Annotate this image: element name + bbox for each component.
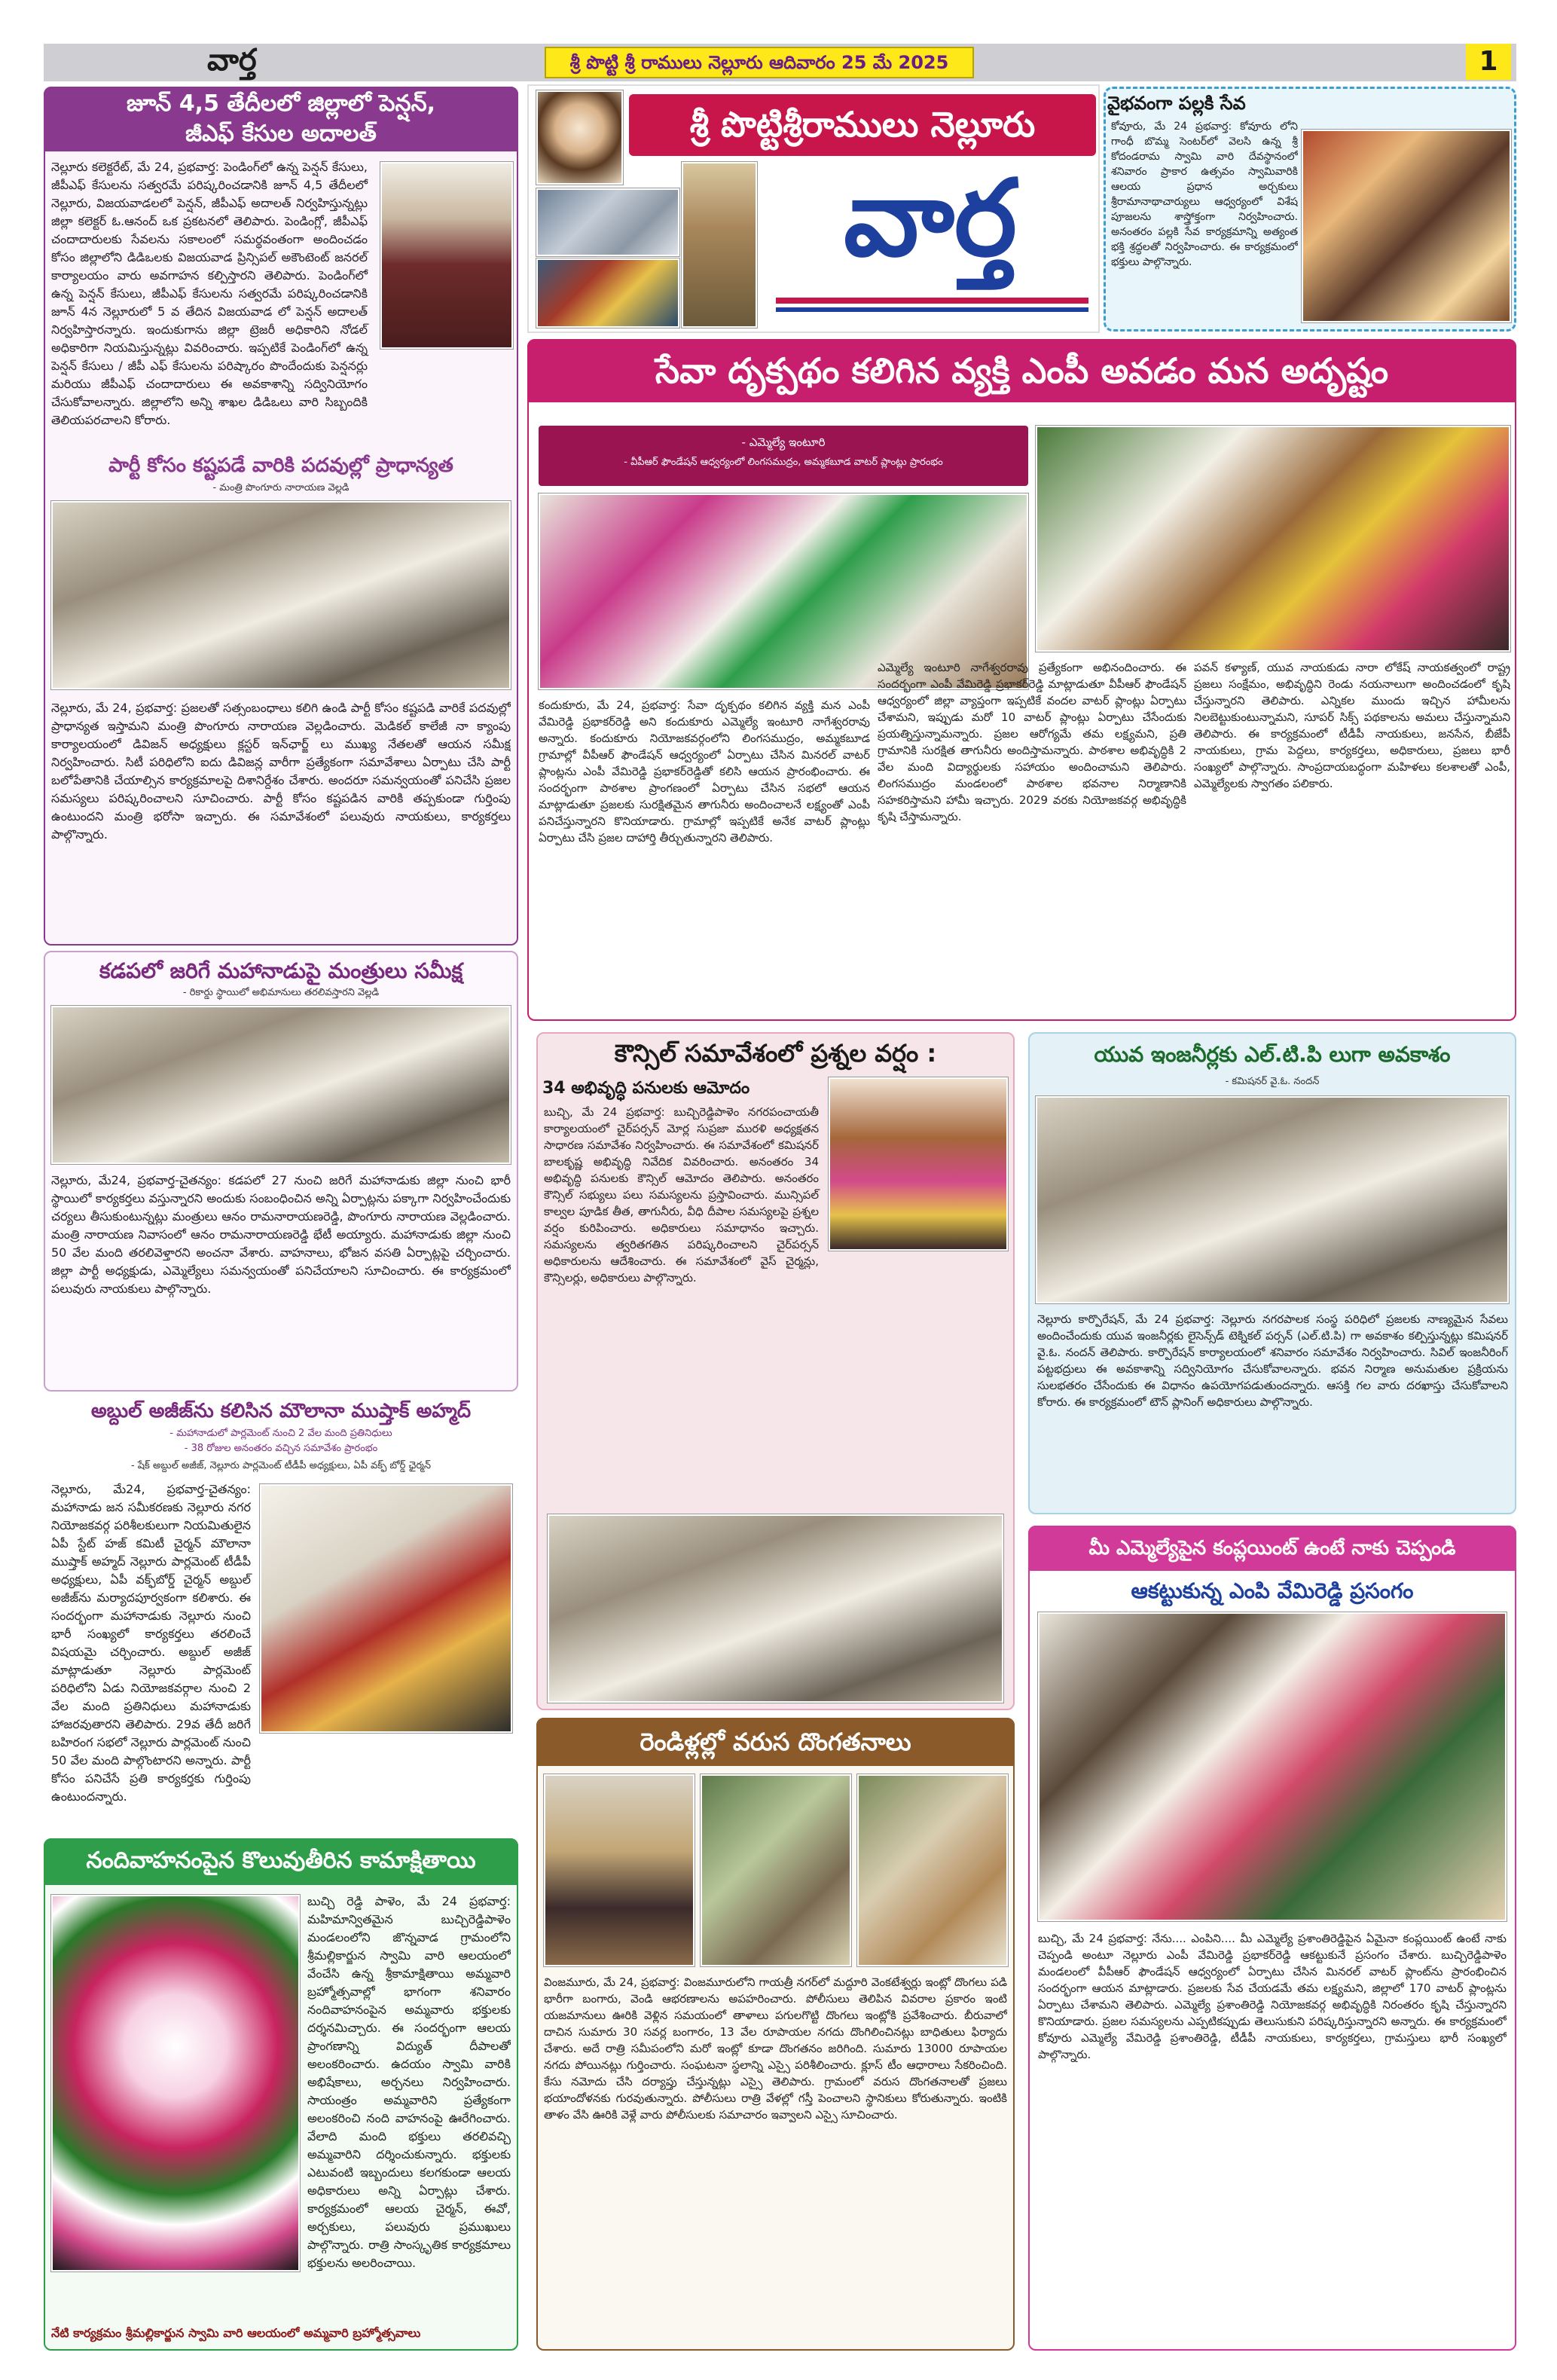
- pension-headline-1: జూన్ 4,5 తేదీలలో జిల్లాలో పెన్షన్,: [126, 90, 436, 117]
- kadapa-meeting-photo: [51, 1006, 511, 1164]
- pension-body: నెల్లూరు కలెక్టరేట్, మే 24, ప్రభవార్త: పెండింగ్‌లో ఉన్న పెన్షన్ కేసులు, జీపీఎఫ్ కేసులను సత్వరమే పరిష్కరించడానికి జూన్ 4,5 తేదీలలో నెల్లూరు, విజయవాడలలో పెన్షన్, జీపీఎఫ్ అదాలత్ నిర్వహిస్తున్నట్లు జిల్లా కలెక్టర్ ఓ.ఆనంద్ ఒక ప్రకటనలో తెలిపారు. పెండింగ్లో, జీపీఎఫ్ చందాదారులకు సేవలను సకాలంలో సమర్థవంతంగా అందించడం కోసం జిల్లాలోని డిడిఒలకు విజయవాడ ప్రిన్సిపల్ అకౌంటెంట్ జనరల్ కార్యాలయం వారు అవగాహన కల్పిస్తారని తెలిపారు. పెండింగ్‌లో ఉన్న పెన్షన్ కేసులు, జీపీఎఫ్ కేసులను సత్వరమే పరిష్కరించడానికి జూన్ 4న నెల్లూరులో 5 వ తేదిన విజయవాడ లో పెన్షన్ అదాలత్ నిర్వహిస్తారన్నారు. ఇందుకుగాను జిల్లా ట్రెజరీ అధికారిని నోడల్ అధికారిగా నియమిస్తున్నట్లు వివరించారు. ఇప్పటికే పెండింగ్‌లో ఉన్న పెన్షన్ కేసులు / జీపీ ఎఫ్ కేసులను పరిష్కారం పొందేందుకు పెన్షనర్లు మరియు జీపీఎఫ్ చందాదారులు ఈ అవకాశాన్ని సద్వినియోగం చేసుకోవాలన్నారు. జిల్లాలోని అన్ని శాఖల డిడిఒలు వారి సిబ్బందికి తెలియపరచాలని కోరారు.: [51, 160, 368, 427]
- abdul-body: నెల్లూరు, మే24, ప్రభవార్త-చైతన్యం: మహానాడు జన సమీకరణకు నెల్లూరు నగర నియోజకవర్గ పరిశీలకులుగా నియమితులైన ఏపీ స్టేట్ హజ్ కమిటీ చైర్మన్ మౌలానా ముష్తాక్ అహ్మద్ నెల్లూరు పార్లమెంట్ టీడీపీ అధ్యక్షులు, ఏపీ వక్ఫ్‌బోర్డ్ చైర్మన్ అబ్దుల్ అజీజ్‌ను మర్యాదపూర్వకంగా కలిశారు. ఈ సందర్భంగా మహానాడుకు నెల్లూరు నుంచి భారీ సంఖ్యలో కార్యకర్తలు తరలించే విషయమై చర్చించారు. అబ్దుల్ అజీజ్ మాట్లాడుతూ నెల్లూరు పార్లమెంట్ పరిధిలోని ఏడు నియోజకవర్గాల నుంచి 2 వేల మంది ప్రతినిధులు మహానాడుకు హాజరవుతారని తెలిపారు. 29వ తేదీ జరిగే బహిరంగ సభలో నెల్లూరు పార్లమెంట్ నుంచి 50 వేల మంది పాల్గొంటారని అన్నారు. పార్టీ కోసం పనిచేసే ప్రతి కార్యకర్తకు గుర్తింపు ఉంటుందన్నారు.: [51, 1482, 251, 1804]
- engineers-meeting-photo: [1036, 1096, 1509, 1303]
- main-body-right: పవన్ కళ్యాణ్, యువ నాయకుడు నారా లోకేష్ నాయకత్వంలో రాష్ట్ర ప్రజలు సంక్షేమం, అభివృద్ధిని రెండు నయనాలుగా అందించడంలో కృషి చేస్తున్నారని తెలిపారు. ఎన్నికల ముందు ఇచ్చిన హామీలను నిలబెట్టుకుంటున్నామని, సూపర్ సిక్స్ పథకాలను అమలు చేస్తున్నామని తెలిపారు. ఈ కార్యక్రమంలో టీడీపీ నాయకులు, జనసేన, బీజేపీ నాయకులు, గ్రామ పెద్దలు, కార్యకర్తలు, అధికారులు, ప్రజలు భారీ సంఖ్యలో పాల్గొన్నారు. సాంప్రదాయబద్ధంగా మహిళలు కలశాలతో ఎంపీ, ఎమ్మెల్యేలకు స్వాగతం పలికారు.: [1194, 661, 1510, 790]
- abdul-credit-2: - 38 రోజుల అనంతరం వచ్చిన సమావేశం ప్రారంభం: [184, 1443, 378, 1454]
- paper-name-underline-blue: [776, 307, 1088, 312]
- kadapa-body: నెల్లూరు, మే24, ప్రభవార్త-చైతన్యం: కడపలో 27 నుంచి జరిగే మహానాడుకు జిల్లా నుంచి భారీ స్థాయిలో కార్యకర్తలు వస్తున్నారని అందుకు సంబంధించిన అన్ని ఏర్పాట్లను పక్కాగా నిర్వహించేందుకు చర్యలు తీసుకుంటున్నట్లు మంత్రులు ఆనం రామనారాయణరెడ్డి, పొంగూరు నారాయణ వెల్లడించారు. మంత్రి నారాయణ నివాసంలో ఆనం రామనారాయణరెడ్డి భేటీ అయ్యారు. మహానాడుకు జిల్లా నుంచి 50 వేల మంది తరలివెళ్తారని అంచనా వేశారు. వాహనాలు, భోజన వసతి ఏర్పాట్లపై చర్చించారు. జిల్లా పార్టీ అధ్యక్షుడు, ఎమ్మెల్యేలు సమన్వయంతో పనిచేయాలని సూచించారు. ఈ కార్యక్రమంలో పలువురు నాయకులు పాల్గొన్నారు.: [51, 1173, 511, 1296]
- engineers-headline: యువ ఇంజనీర్లకు ఎల్.టి.పి లుగా అవకాశం: [1094, 1042, 1451, 1067]
- potti-sriramulu-portrait: [536, 90, 623, 185]
- engineers-credit: - కమిషనర్ వై.ఓ. నందన్: [1225, 1076, 1320, 1087]
- bridge-photo: [536, 188, 679, 256]
- theft-police-photo: [544, 1774, 695, 1966]
- temple-gopuram-photo: [682, 162, 757, 328]
- council-body: బుచ్చి, మే 24 ప్రభవార్త: బుచ్చిరెడ్డిపాళెం నగరపంచాయతీ కార్యాలయంలో చైర్‌పర్సన్ మోర్ల సుప్రజా మురళి అధ్యక్షతన సాధారణ సమావేశం నిర్వహించారు. ఈ సమావేశంలో కమిషనర్ బాలకృష్ణ అభివృద్ధి నివేదిక వివరించారు. అనంతరం 34 అభివృద్ధి పనులకు కౌన్సిల్ ఆమోదం తెలిపారు. అనంతరం కౌన్సిల్ సభ్యులు పలు సమస్యలను ప్రస్తావించారు. మున్సిపల్ కాల్వల పూడిక తీత, తాగునీరు, వీధి దీపాల సమస్యలపై ప్రశ్నల వర్షం కురిపించారు. అధికారులు సమాధానం ఇచ్చారు. సమస్యలను త్వరితగతిన పరిష్కరించాలని చైర్‌పర్సన్ అధికారులను ఆదేశించారు. ఈ సమావేశంలో వైస్ చైర్మన్లు, కౌన్సిలర్లు, అధికారులు పాల్గొన్నారు.: [544, 1105, 819, 1285]
- nandi-body: బుచ్చి రెడ్డి పాళెం, మే 24 ప్రభవార్త: మహిమాన్వితమైన బుచ్చిరెడ్డిపాళెం మండలంలోని జొన్నవాడ గ్రామంలోని శ్రీమల్లికార్జున స్వామి వారి ఆలయంలో వేంచేసి ఉన్న శ్రీకామాక్షితాయి అమ్మవారి బ్రహ్మోత్సవాల్లో భాగంగా శనివారం నందివాహనంపైన అమ్మవారు భక్తులకు దర్శనమిచ్చారు. ఈ సందర్భంగా ఆలయ ప్రాంగణాన్ని విద్యుత్ దీపాలతో అలంకరించారు. ఉదయం స్వామి వారికి అభిషేకాలు, అర్చనలు నిర్వహించారు. సాయంత్రం అమ్మవారిని ప్రత్యేకంగా అలంకరించి నంది వాహనంపై ఊరేగించారు. వేలాది మంది భక్తులు తరలివచ్చి అమ్మవారిని దర్శించుకున్నారు. భక్తులకు ఎటువంటి ఇబ్బందులు కలగకుండా ఆలయ అధికారులు అన్ని ఏర్పాట్లు చేశారు. కార్యక్రమంలో ఆలయ చైర్మన్, ఈవో, అర్చకులు, పలువురు ప్రముఖులు పాల్గొన్నారు. రాత్రి సాంస్కృతిక కార్యక్రమాలు భక్తులను అలరించాయి.: [307, 1894, 511, 2270]
- council-meeting-photo: [548, 1514, 1003, 1703]
- kadapa-credit: - రికార్డు స్థాయిలో అభిమానులు తరలివస్తారని వెల్లడి: [182, 987, 380, 998]
- kadapa-headline: కడపలో జరిగే మహానాడుపై మంత్రులు సమీక్ష: [99, 958, 463, 983]
- main-credit-2: - వీపీఆర్ ఫౌండేషన్ ఆధ్వర్యంలో లింగసముద్రం, అమ్మకబూడ వాటర్ ప్లాంట్లు ప్రారంభం: [624, 457, 943, 468]
- nandi-headline: నందివాహనంపైన కొలువుతీరిన కామాక్షితాయి: [86, 1847, 476, 1874]
- paper-name-logo: వార్త: [844, 157, 1017, 280]
- party-credit: - మంత్రి పొంగూరు నారాయణ వెల్లడి: [212, 482, 350, 493]
- nandi-caption: నేటి కార్యక్రమం శ్రీమల్లికార్జున స్వామి వారి ఆలయంలో అమ్మవారి బ్రహ్మోత్సవాలు: [51, 2326, 421, 2340]
- theft-headline: రెండిళ్లల్లో వరుస దొంగతనాలు: [640, 1728, 911, 1756]
- main-credit-1: - ఎమ్మెల్యే ఇంటూరి: [741, 435, 826, 449]
- page-number: 1: [1466, 44, 1511, 80]
- theft-body: వింజమూరు, మే 24, ప్రభవార్త: వింజమూరులోని గాయత్రీ నగర్‌లో మద్దూరి వెంకటేశ్వర్లు ఇంట్లో దొంగలు పడి భారీగా బంగారు, వెండి ఆభరణాలను అపహరించారు. పోలీసులు తెలిపిన వివరాల ప్రకారం ఇంటి యజమానులు ఊరికి వెళ్లిన సమయంలో తాళాలు పగులగొట్టి దొంగలు ఇంట్లోకి ప్రవేశించారు. బీరువాలో దాచిన సుమారు 30 సవర్ల బంగారం, 13 వేల రూపాయల నగదు దొంగిలించినట్లు బాధితులు ఫిర్యాదు చేశారు. అదే రాత్రి సమీపంలోని మరో ఇంట్లో కూడా దొంగతనం జరిగింది. సుమారు 13000 రూపాయల నగదు పోయినట్లు గుర్తించారు. సంఘటనా స్థలాన్ని ఎస్సై పరిశీలించారు. క్లూస్ టీం ఆధారాలు సేకరించింది. కేసు నమోదు చేసి దర్యాప్తు చేస్తున్నట్లు ఎస్సై తెలిపారు. గ్రామంలో వరుస దొంగతనాలతో ప్రజలు భయాందోళనకు గురవుతున్నారు. పోలీసులు రాత్రి వేళల్లో గస్తీ పెంచాలని స్థానికులు కోరుతున్నారు. ఇంటికి తాళం వేసి ఊరికి వెళ్లే వారు పోలీసులకు సమాచారం ఇవ్వాలని ఎస్సై సూచించారు.: [544, 1975, 1007, 2122]
- main-credit-band: [539, 426, 1028, 486]
- theft-house-photo: [701, 1774, 851, 1966]
- council-headline: కౌన్సిల్ సమావేశంలో ప్రశ్నల వర్షం :: [614, 1039, 937, 1068]
- abdul-credit-1: - మహానాడులో పార్లమెంట్ నుంచి 2 వేల మంది ప్రతినిధులు: [169, 1428, 392, 1439]
- council-subhead: 34 అభివృద్ధి పనులకు ఆమోదం: [542, 1079, 750, 1098]
- main-body-left: కందుకూరు, మే 24, ప్రభవార్త: సేవా దృక్పథం కలిగిన వ్యక్తి మన ఎంపీ వేమిరెడ్డి ప్రభాకర్‌రెడ్డి అని కందుకూరు ఎమ్మెల్యే ఇంటూరి నాగేశ్వరరావు అన్నారు. కందుకూరు నియోజకవర్గంలోని లింగసముద్రం, అమ్మకబూడ గ్రామాల్లో వీపీఆర్ ఫౌండేషన్ ఆధ్వర్యంలో ఏర్పాటు చేసిన మినరల్ వాటర్ ప్లాంట్లను ఎంపీ వేమిరెడ్డి ప్రభాకర్‌రెడ్డితో కలిసి ఆయన ప్రారంభించారు. ఈ సందర్భంగా పాఠశాల ప్రాంగణంలో ఏర్పాటు చేసిన సభలో ఆయన మాట్లాడుతూ ప్రజలకు సురక్షితమైన తాగునీరు అందించాలనే లక్ష్యంతో ఎంపీ పనిచేస్తున్నారని కొనియాడారు. గ్రామాల్లో ఇప్పటికే అనేక వాటర్ ప్లాంట్లు ఏర్పాటు చేసి ప్రజల దాహార్తి తీర్చుతున్నారని తెలిపారు.: [539, 698, 870, 845]
- main-headline: సేవా దృక్పథం కలిగిన వ్యక్తి ఎంపీ అవడం మన అదృష్టం: [655, 350, 1389, 391]
- main-kalasam-photo: [1036, 426, 1510, 652]
- pallaki-headline: వైభవంగా పల్లకి సేవ: [1107, 93, 1246, 114]
- complaint-event-photo: [1038, 1612, 1507, 1921]
- abdul-credit-3: - షేక్ అబ్దుల్ అజీజ్, నెల్లూరు పార్లమెంట్ టీడీపీ అధ్యక్షులు, ఏపీ వక్ఫ్ బోర్డ్ ఛైర్మన్: [130, 1460, 432, 1471]
- port-photo: [536, 258, 679, 328]
- pension-headline-2: జీఎఫ్ కేసుల అదాలత్: [185, 121, 377, 147]
- main-body-mid: ఎమ్మెల్యే ఇంటూరి నాగేశ్వరరావు ప్రత్యేకంగా అభినందించారు. ఈ సందర్భంగా ఎంపీ వేమిరెడ్డి ప్రభాకర్‌రెడ్డి మాట్లాడుతూ వీపీఆర్ ఫౌండేషన్ ఆధ్వర్యంలో జిల్లా వ్యాప్తంగా ఇప్పటికే వందల వాటర్ ప్లాంట్లు ఏర్పాటు చేశామని, ఇప్పుడు మరో 10 వాటర్ ప్లాంట్లు ఏర్పాటు చేసేందుకు ప్రయత్నిస్తున్నామన్నారు. ప్రజల ఆరోగ్యమే తమ లక్ష్యమని, ప్రతి గ్రామానికి సురక్షిత తాగునీరు అందిస్తామన్నారు. పాఠశాల అభివృద్ధికి 2 వేల మంది విద్యార్థులకు సహాయం అందించామని తెలిపారు. లింగసముద్రం మండలంలో పాఠశాల భవనాల నిర్మాణానికి సహకరిస్తామని హామీ ఇచ్చారు. 2029 వరకు నియోజకవర్గ అభివృద్ధికి కృషి చేస్తామన్నారు.: [878, 661, 1186, 823]
- complaint-headline-1: మీ ఎమ్మెల్యేపైన కంప్లయింట్ ఉంటే నాకు చెప్పండి: [1088, 1537, 1456, 1560]
- party-meeting-photo: [51, 501, 511, 689]
- pallaki-body: కోవూరు, మే 24 ప్రభవార్త: కోవూరు లోని గాంధీ బొమ్మ సెంటర్‌లో వెలసి ఉన్న శ్రీ కోదండరామ స్వామి వారి దేవస్థానంలో శనివారం ప్రాకార ఉత్సవం స్వామివారికి ఆలయ ప్రధాన అర్చకులు శ్రీరామానాథాచార్యులు ఆధ్వర్యంలో విశేష పూజలను శాస్త్రోక్తంగా నిర్వహించారు. అనంతరం పల్లకి సేవ కార్యక్రమాన్ని అత్యంత భక్తి శ్రద్ధలతో నిర్వహించారు. ఈ కార్యక్రమంలో భక్తులు పాల్గొన్నారు.: [1111, 121, 1298, 268]
- pallaki-photo: [1302, 130, 1511, 322]
- engineers-body: నెల్లూరు కార్పొరేషన్, మే 24 ప్రభవార్త: నెల్లూరు నగరపాలక సంస్థ పరిధిలో ప్రజలకు నాణ్యమైన సేవలు అందించేందుకు యువ ఇంజనీర్లకు లైసెన్స్‌డ్ టెక్నికల్ పర్సన్ (ఎల్.టి.పి) గా అవకాశం కల్పిస్తున్నట్లు కమిషనర్ వై.ఓ. నందన్ తెలిపారు. కార్పొరేషన్ కార్యాలయంలో శనివారం సమావేశం నిర్వహించారు. సివిల్ ఇంజనీరింగ్ పట్టభద్రులు ఈ అవకాశాన్ని సద్వినియోగం చేసుకోవాలన్నారు. భవన నిర్మాణ అనుమతుల ప్రక్రియను సులభతరం చేసేందుకు ఈ విధానం ఉపయోగపడుతుందన్నారు. ఆసక్తి గల వారు దరఖాస్తు చేసుకోవాలని కోరారు. ఈ కార్యక్రమంలో టౌన్ ప్లానింగ్ అధికారులు పాల్గొన్నారు.: [1037, 1312, 1508, 1409]
- party-headline: పార్టీ కోసం కష్టపడే వారికి పదవుల్లో ప్రాధాన్యత: [108, 454, 453, 477]
- complaint-headline-2: ఆకట్టుకున్న ఎంపి వేమిరెడ్డి ప్రసంగం: [1131, 1578, 1414, 1603]
- banner-edition-text: శ్రీ పొట్టిశ్రీరాములు నెల్లూరు: [689, 104, 1036, 145]
- complaint-body: బుచ్చి, మే 24 ప్రభవార్త: నేను.... ఎంపిని.... మీ ఎమ్మెల్యే ప్రశాంతిరెడ్డిపైన ఏమైనా కంప్లయింట్ ఉంటే నాకు చెప్పండి అంటూ నెల్లూరు ఎంపీ వేమిరెడ్డి ప్రభాకర్‌రెడ్డి ఆకట్టుకునే ప్రసంగం చేశారు. బుచ్చిరెడ్డిపాళెం మండలంలో వీపీఆర్ ఫౌండేషన్ ఆధ్వర్యంలో ఏర్పాటు చేసిన మినరల్ వాటర్ ప్లాంట్‌ను ప్రారంభించిన సందర్భంగా ఆయన మాట్లాడారు. ప్రజలకు సేవ చేయడమే తమ లక్ష్యమని, జిల్లాలో 170 వాటర్ ప్లాంట్లను ఏర్పాటు చేశామని తెలిపారు. ఎమ్మెల్యే ప్రశాంతిరెడ్డి నియోజకవర్గ అభివృద్ధికి నిరంతరం కృషి చేస్తున్నారని కొనియాడారు. ప్రజల సమస్యలను ఎప్పటికప్పుడు తెలుసుకుని పరిష్కరిస్తున్నారని అన్నారు. ఈ కార్యక్రమంలో కోవూరు ఎమ్మెల్యే వేమిరెడ్డి ప్రశాంతిరెడ్డి, టీడీపీ నాయకులు, కార్యకర్తలు, గ్రామస్తులు భారీ సంఖ్యలో పాల్గొన్నారు.: [1038, 1932, 1507, 2061]
- party-body: నెల్లూరు, మే 24, ప్రభవార్త: ప్రజలతో సత్సంబంధాలు కలిగి ఉండి పార్టీ కోసం కష్టపడి వారికే పదవుల్లో ప్రాధాన్యత ఇస్తామని మంత్రి పొంగూరు నారాయణ వెల్లడించారు. మెడికల్ కాలేజీ నా క్యాంపు కార్యాలయంలో డివిజన్ అధ్యక్షులు క్లస్టర్ ఇన్‌ఛార్జ్ లు ముఖ్య నేతలతో ఆయన సమీక్ష నిర్వహించారు. సిటీ పరిధిలోని ఐదు డివిజన్ల వారీగా ప్రత్యేకంగా సమావేశాలు ఏర్పాటు చేసి పార్టీ బలోపేతానికి చేయాల్సిన కార్యక్రమాలపై దిశానిర్దేశం చేశారు. అందరూ సమన్వయంతో పనిచేసి ప్రజల సమస్యలు పరిష్కరించాలని సూచించారు. పార్టీ కోసం కష్టపడిన వారికి తప్పకుండా గుర్తింపు ఉంటుందని మంత్రి భరోసా ఇచ్చారు. ఈ సమావేశంలో పలువురు నాయకులు, కార్యకర్తలు పాల్గొన్నారు.: [51, 701, 511, 842]
- theft-clues-photo: [857, 1774, 1008, 1966]
- masthead-small-logo: వార్త: [207, 42, 257, 78]
- paper-name-underline-red: [776, 298, 1088, 304]
- abdul-headline: అబ్దుల్ అజీజ్‌ను కలిసిన మౌలానా ముష్తాక్ అహ్మద్: [90, 1400, 472, 1422]
- edition-date-line: శ్రీ పొట్టి శ్రీ రాములు నెల్లూరు ఆదివారం 25 మే 2025: [545, 47, 974, 78]
